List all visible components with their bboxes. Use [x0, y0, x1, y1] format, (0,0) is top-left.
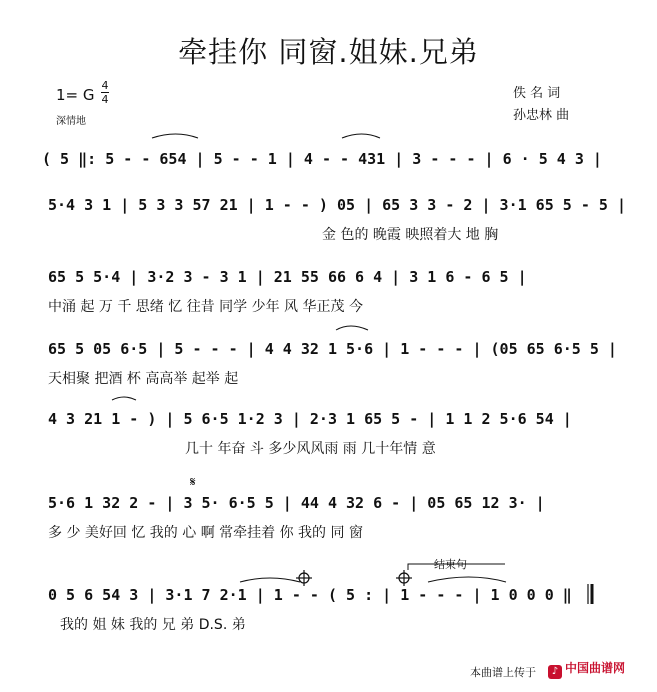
composer-credit: 孙忠林 曲 [513, 108, 570, 123]
triplet-1 [152, 134, 198, 138]
end-phrase-label: 结束句 [434, 558, 467, 571]
score-line-1: ( 5 ‖: 5 - - 654 | 5 - - 1 | 4 - - 431 | 3 - - - | 6 · 5 4 3 | [42, 150, 602, 168]
lyric-line-4: 天相聚 把酒 杯 高高举 起举 起 [48, 371, 239, 387]
key-signature: 1= G [56, 86, 95, 104]
lyricist-credit: 佚 名 词 [513, 86, 561, 101]
lyric-line-2: 金 色的 晚霞 映照着大 地 胸 [322, 227, 499, 243]
lyric-line-7: 我的 姐 妹 我的 兄 弟 D.S. 弟 [60, 617, 246, 633]
logo-text: 中国曲谱网 [565, 661, 626, 675]
score-line-3: 65 5 5·4 | 3·2 3 - 3 1 | 21 55 66 6 4 | 3 1 6 - 6 5 | [48, 268, 527, 286]
coda-symbol-1 [296, 570, 312, 586]
footer-text: 本曲谱上传于 [470, 666, 536, 679]
slur-line-4 [336, 326, 368, 330]
expression-mark: 深情地 [56, 116, 86, 127]
score-line-2: 5·4 3 1 | 5 3 3 57 21 | 1 - - ) 05 | 65 3 3 - 2 | 3·1 65 5 - 5 | [48, 196, 626, 214]
site-logo[interactable] [548, 659, 625, 679]
end-phrase-bracket [408, 564, 505, 570]
song-title: 牵挂你 同窗.姐妹.兄弟 [178, 35, 479, 69]
coda-symbol-2 [396, 570, 412, 586]
lyric-line-3: 中涌 起 万 千 思绪 忆 往昔 同学 少年 风 华正茂 今 [48, 299, 363, 315]
tie-end-phrase [428, 577, 506, 582]
segno-symbol: 𝄋 [190, 475, 196, 490]
meter-top: 4 [101, 79, 109, 92]
logo-icon: ♪ [548, 665, 562, 679]
slur-line-5 [112, 397, 136, 400]
score-line-7: 0 5 6 54 3 | 3·1 7 2·1 | 1 - - ( 5 : | 1 - - - | 1 0 0 0 ‖ [48, 586, 572, 604]
tie-line-7 [240, 578, 300, 582]
lyric-line-5: 几十 年奋 斗 多少风风雨 雨 几十年情 意 [185, 441, 436, 457]
score-line-6: 5·6 1 32 2 - | 3 5· 6·5 5 | 44 4 32 6 - | 05 65 12 3· | [48, 494, 545, 512]
triplet-2 [342, 134, 380, 138]
lyric-line-6: 多 少 美好回 忆 我的 心 啊 常牵挂着 你 我的 同 窗 [48, 525, 363, 541]
score-line-5: 4 3 21 1 - ) | 5 6·5 1·2 3 | 2·3 1 65 5 - | 1 1 2 5·6 54 | [48, 410, 572, 428]
score-line-4: 65 5 05 6·5 | 5 - - - | 4 4 32 1 5·6 | 1 - - - | (05 65 6·5 5 | [48, 340, 617, 358]
meter-bottom: 4 [101, 93, 109, 106]
